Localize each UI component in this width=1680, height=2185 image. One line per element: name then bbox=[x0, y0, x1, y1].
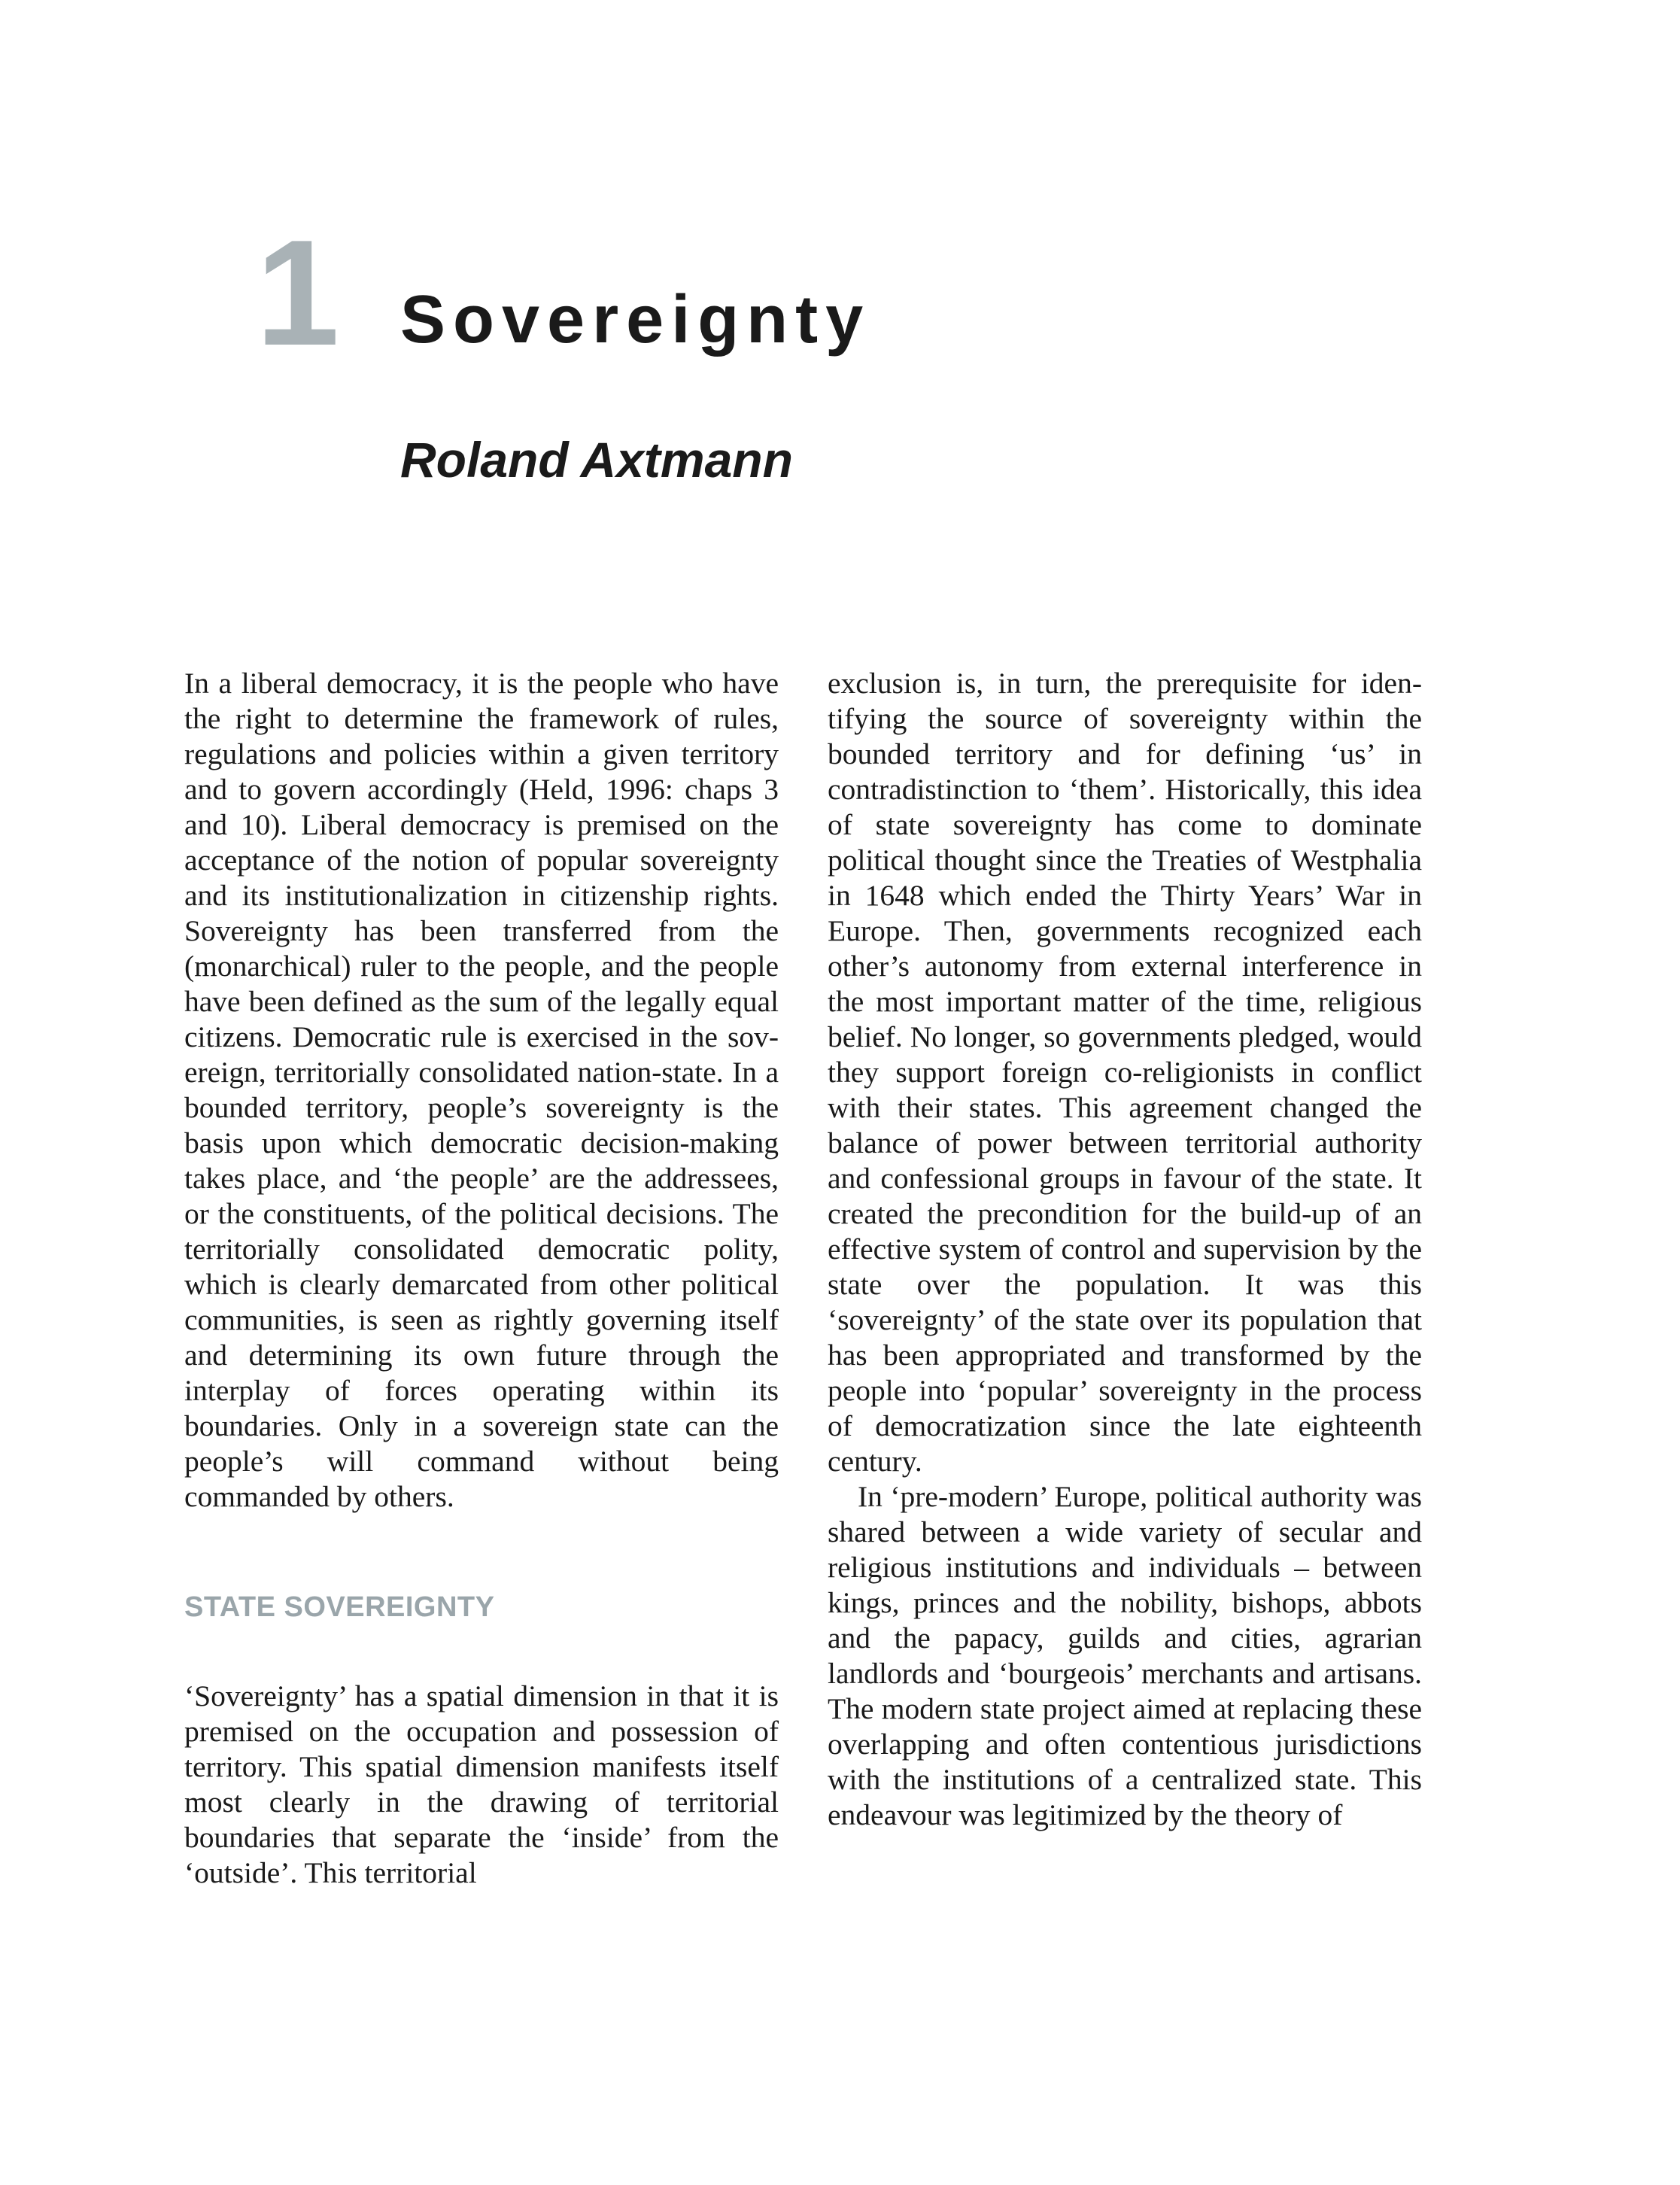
left-paragraph-2: ‘Sovereignty’ has a spatial dimension in that it is premised on the occupation and possession of territory. This spatial dimension manifests itself most clearly in the drawing of territorial boundaries that separate the ‘inside’ from the ‘outside’. This territorial bbox=[184, 1679, 779, 1889]
left-paragraph-1: In a liberal democracy, it is the people who have the right to determine the framework of rules, regulations and policies within a given territory and to govern accordingly (Held, 1996: chaps 3 and 10). Liberal democracy is premised on the acceptance of the notion of popular sovereignty and its institutionalization in citizenship rights. Sovereignty has been transferred from the (monarchical) ruler to the people, and the people have been defined as the sum of the legally equal citizens. Democratic rule is exercised in the sovereign, territorially consolidated nation-state. In a bounded territory, people’s sovereignty is the basis upon which democratic decision-making takes place, and ‘the people’ are the addressees, or the constituents, of the political decisions. The territorially consolidated democratic polity, which is clearly demarcated from other political communities, is seen as rightly governing itself and determining its own future through the interplay of forces operating within its boundaries. Only in a sovereign state can the people’s will command without being commanded by others. bbox=[184, 667, 779, 1513]
section-heading: STATE SOVEREIGNTY bbox=[184, 1591, 495, 1623]
chapter-title: Sovereignty bbox=[400, 282, 871, 357]
chapter-author: Roland Axtmann bbox=[400, 432, 793, 488]
left-column bbox=[184, 666, 779, 1891]
right-column bbox=[828, 666, 1422, 1833]
right-paragraph-2: In ‘pre-modern’ Europe, political authority was shared between a wide variety of secular and religious institutions and individuals – between kings, princes and the nobility, bishops, abbots and the papacy, guilds and cities, agrarian landlords and ‘bourgeois’ merchants and artisans. The modern state project aimed at replacing these overlapping and often contentious jurisdictions with the institutions of a centralized state. This endeavour was legitimized by the theory of bbox=[828, 1480, 1422, 1831]
chapter-number: 1 bbox=[256, 209, 340, 377]
right-paragraph-1: exclusion is, in turn, the prerequisite for identifying the source of sovereignty within the bounded territory and for defining ‘us’ in contradistinction to ‘them’. Historically, this idea of state sovereignty has come to dominate political thought since the Treaties of Westphalia in 1648 which ended the Thirty Years’ War in Europe. Then, governments recognized each other’s autonomy from external interference in the most important matter of the time, religious belief. No longer, so governments pledged, would they support foreign co-religionists in conflict with their states. This agreement changed the balance of power between territorial authority and confessional groups in favour of the state. It created the precondition for the build-up of an effective system of control and supervision by the state over the population. It was this ‘sovereignty’ of the state over its population that has been appropriated and transformed by the people into ‘popular’ sovereignty in the process of democratization since the late eighteenth century. bbox=[828, 667, 1422, 1478]
